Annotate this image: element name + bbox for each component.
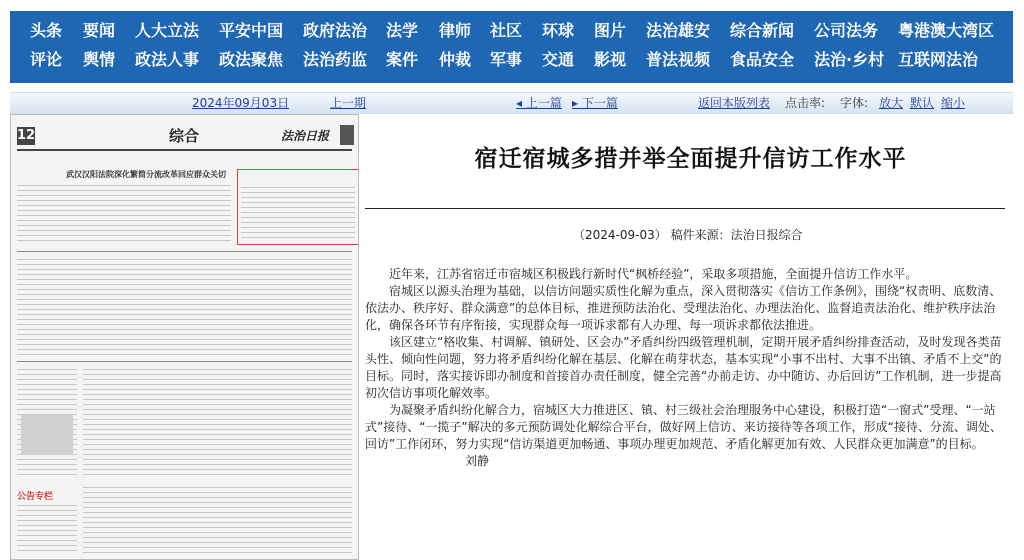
thumbnail-text-block [17,183,231,245]
nav-item-government-law[interactable]: 政府法治 [303,21,368,40]
nav-item-focus[interactable]: 政法聚焦 [219,50,284,69]
nav-item-general-news[interactable]: 综合新闻 [730,21,795,40]
nav-item-news[interactable]: 要闻 [83,21,116,40]
article-paragraph: 宿城区以源头治理为基础，以信访问题实质性化解为重点，深入贯彻落实《信访工作条例》，围绕“权责明、底数清、依法办、秩序好、群众满意”的总体目标，推进预防法治化、受理法治化、办理法治化、监督追责法治化、维护秩序法治化，确保各环节有序衔接，实现群众每一项诉求都有人办理、每一项诉求都依法推进。 [365,284,1002,332]
article-meta [573,226,803,243]
masthead-rule [17,149,352,151]
nav-item-legislation[interactable]: 人大立法 [135,21,200,40]
thumbnail-text-block [83,367,352,477]
section-name: 综合 [169,127,200,145]
thumbnail-text-block [17,257,352,357]
newspaper-page-thumbnail[interactable] [10,114,359,560]
nav-item-world[interactable]: 环球 [542,21,575,40]
article-paragraph: 近年来，江苏省宿迁市宿城区积极践行新时代“枫桥经验”，采取多项措施，全面提升信访工作水平。 [389,267,918,281]
nav-item-personnel[interactable]: 政法人事 [135,50,200,69]
font-larger-link[interactable]: 放大 [879,96,904,110]
article-toolbar [10,92,1013,114]
article-source: 稿件来源：法治日报综合 [670,228,803,242]
nav-item-safe-china[interactable]: 平安中国 [219,21,284,40]
current-article-highlight[interactable] [237,169,359,245]
title-divider [365,208,1005,209]
nav-item-traffic[interactable]: 交通 [542,50,575,69]
top-navigation [10,11,1013,83]
article-paragraph-text: 为凝聚矛盾纠纷化解合力，宿城区大力推进区、镇、村三级社会治理服务中心建设，积极打造“一窗式”受理、“一站式”接待、“一揽子”解决的多元预防调处化解综合平台，做好网上信访、来访接待等各项工作，形成“接待、分流、调处、回访”工作闭环，努力实现“信访渠道更加畅通、事项办理更加规范、矛盾化解更加有效、人民群众更加满意”的目标。 [365,403,1002,451]
click-rate-label: 点击率: [785,96,826,110]
article-author: 刘静 [465,454,490,468]
article-body [365,266,1005,470]
back-to-layout-link[interactable]: 返回本版列表 [698,96,771,110]
font-default-link[interactable]: 默认 [910,96,935,110]
nav-item-pictures[interactable]: 图片 [594,21,627,40]
nav-item-community[interactable]: 社区 [490,21,523,40]
thumbnail-text-block [83,485,352,555]
nav-item-rural-law[interactable]: 法治·乡村 [814,50,885,69]
issue-date-link[interactable]: 2024年09月03日 [192,96,290,110]
thumbnail-divider [17,361,352,362]
nav-item-cases[interactable]: 案件 [386,50,419,69]
nav-item-internet-law[interactable]: 互联网法治 [898,50,979,69]
newspaper-logo: 法治日报 [281,129,330,143]
thumbnail-divider [17,251,352,252]
nav-item-food-safety[interactable]: 食品安全 [730,50,795,69]
nav-row-1 [10,19,1013,43]
qr-code-icon [340,125,354,145]
nav-item-arbitration[interactable]: 仲裁 [439,50,472,69]
article-paragraph: 该区建立“格收集、村调解、镇研处、区会办”矛盾纠纷四级管理机制，定期开展矛盾纠纷排查活动，及时发现各类苗头性、倾向性问题，努力将矛盾纠纷化解在基层、化解在萌芽状态，基本实现“小事不出村、大事不出镇、矛盾不上交”的目标。同时，落实接诉即办制度和首接首办责任制度，健全完善“办前走访、办中随访、办后回访”工作机制，进一步提高初次信访事项化解效率。 [365,335,1002,400]
nav-item-film[interactable]: 影视 [594,50,627,69]
nav-item-law-videos[interactable]: 普法视频 [646,50,711,69]
font-size-label: 字体: [840,96,869,110]
thumbnail-text-block [17,503,77,555]
nav-item-xiongan[interactable]: 法治雄安 [646,21,711,40]
article-paragraph [365,402,1005,470]
article-date: （2024-09-03） [573,228,667,242]
nav-item-commentary[interactable]: 评论 [30,50,63,69]
nav-item-military[interactable]: 军事 [490,50,523,69]
article-title: 宿迁宿城多措并举全面提升信访工作水平 [474,145,907,172]
nav-item-greater-bay-area[interactable]: 粤港澳大湾区 [898,21,995,40]
nav-row-2 [10,48,1013,72]
next-article-link[interactable]: ▸ 下一篇 [572,96,618,110]
nav-item-headlines[interactable]: 头条 [30,21,63,40]
font-smaller-link[interactable]: 缩小 [941,96,966,110]
nav-item-corporate-law[interactable]: 公司法务 [814,21,879,40]
prev-issue-link[interactable]: 上一期 [330,96,367,110]
nav-item-jurisprudence[interactable]: 法学 [386,21,419,40]
notice-column-label: 公告专栏 [17,492,54,502]
nav-item-drug-regulation[interactable]: 法治药监 [303,50,368,69]
thumbnail-photo [21,415,73,455]
nav-item-lawyers[interactable]: 律师 [439,21,472,40]
page-number: 12 [17,128,36,143]
prev-article-link[interactable]: ◂ 上一篇 [516,96,562,110]
thumbnail-headline: 武汉汉阳法院深化繁简分流改革回应群众关切 [66,170,226,179]
nav-item-public-opinion[interactable]: 舆情 [83,50,116,69]
